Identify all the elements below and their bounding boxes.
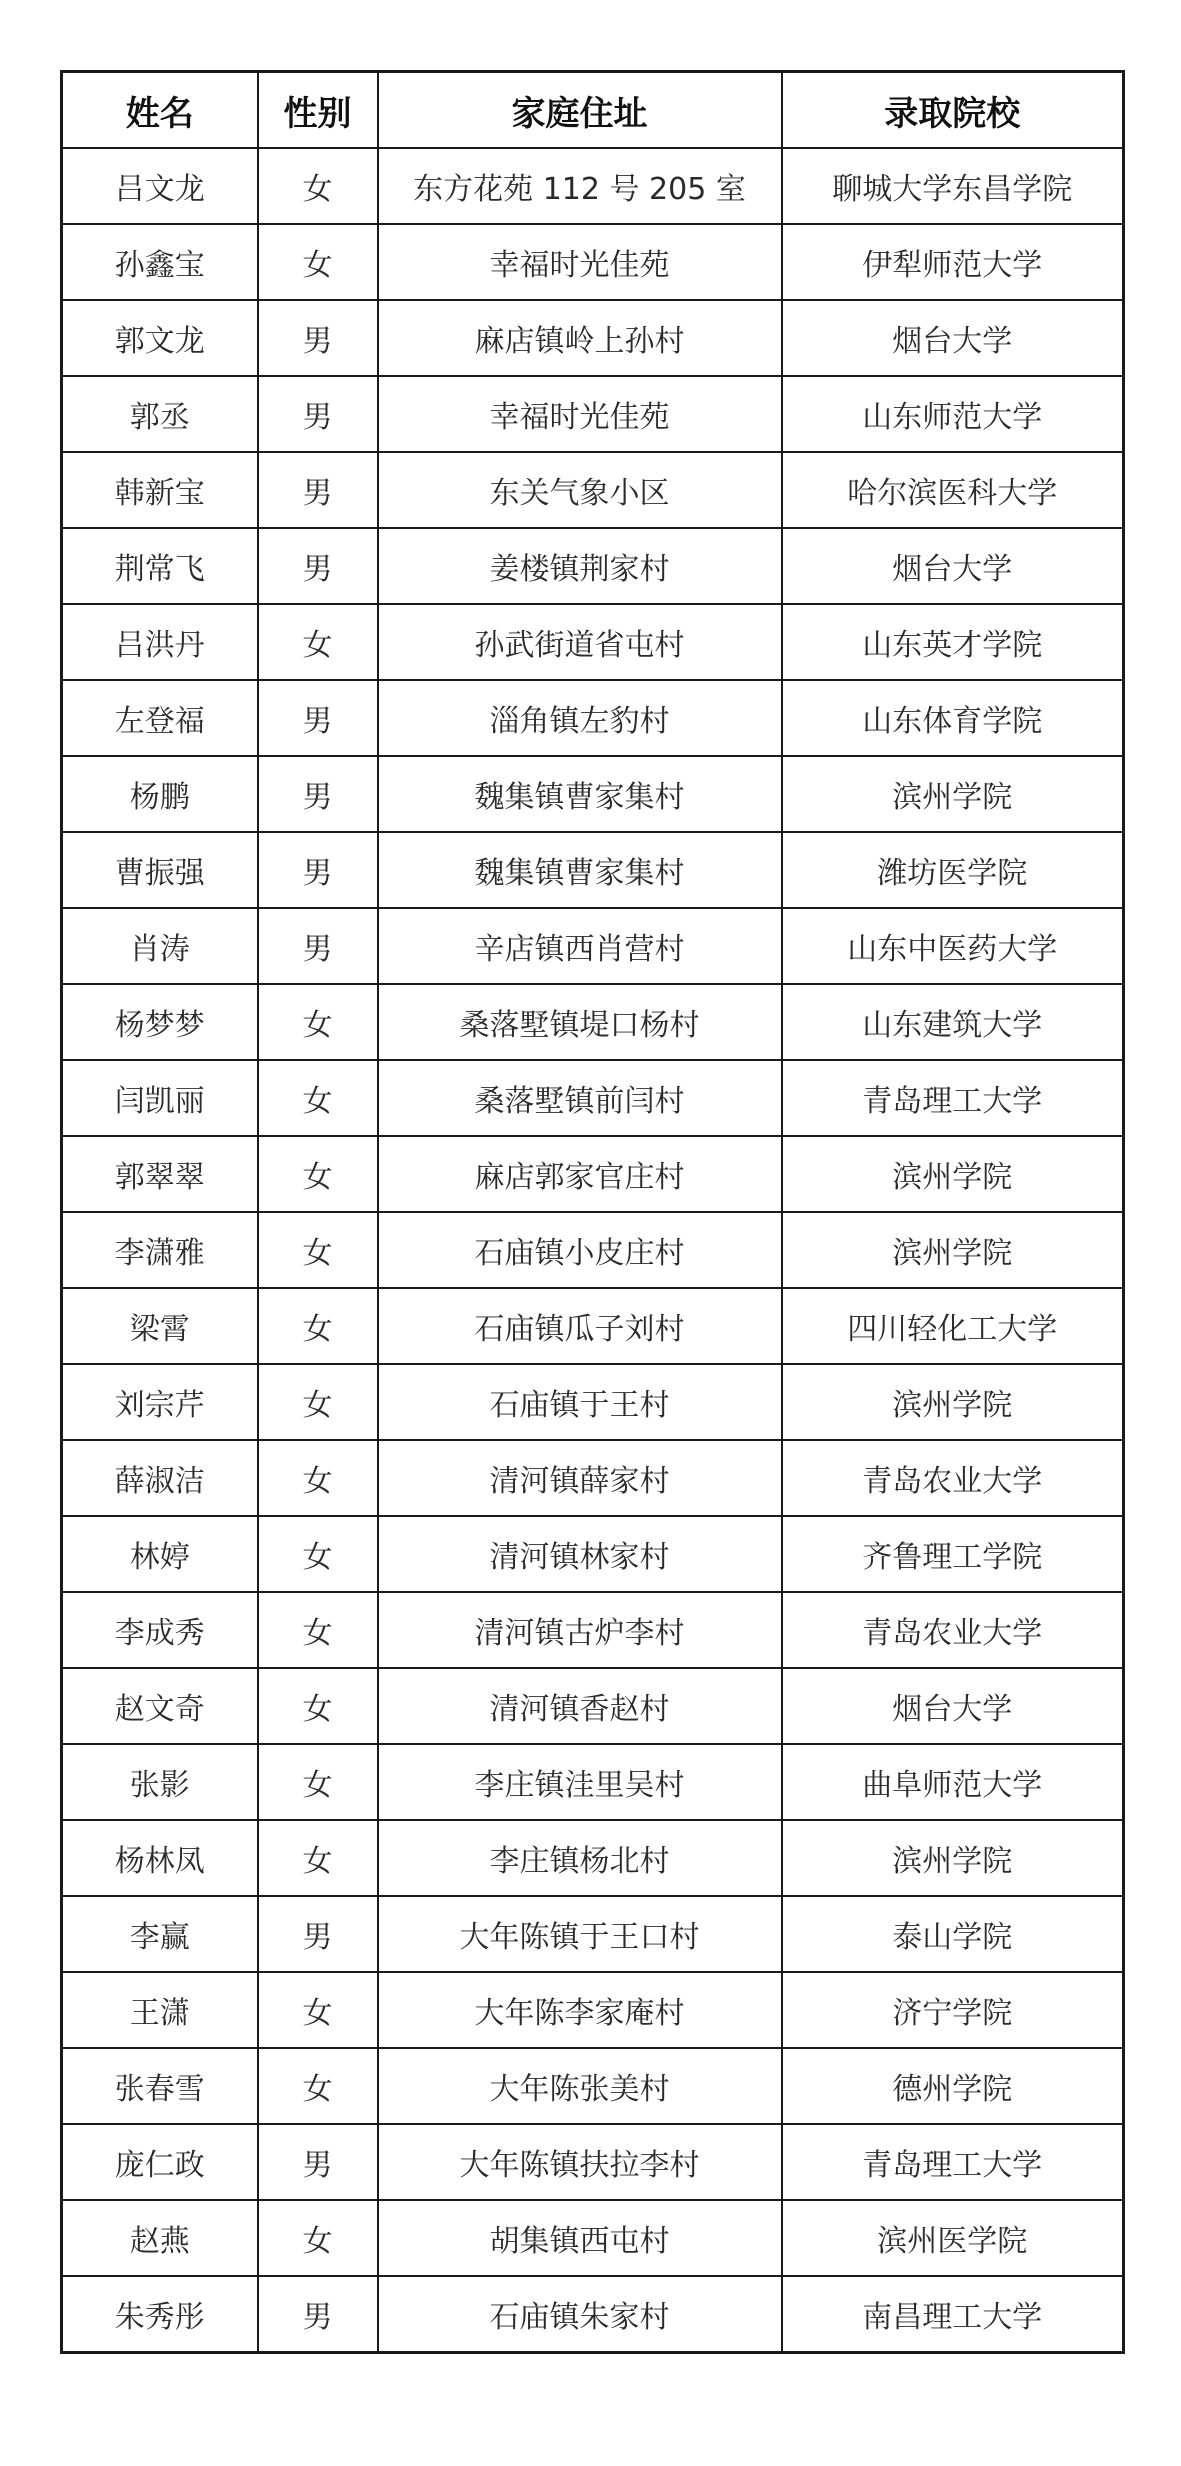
cell-name: 李潇雅 (62, 1212, 258, 1288)
cell-gender: 男 (258, 680, 378, 756)
table-header-row (62, 72, 1124, 149)
admissions-table (60, 70, 1125, 2354)
cell-admitted-school: 青岛理工大学 (782, 1060, 1124, 1136)
cell-admitted-school: 滨州学院 (782, 1820, 1124, 1896)
cell-name: 杨鹏 (62, 756, 258, 832)
table-row (62, 1668, 1124, 1744)
table-row (62, 1744, 1124, 1820)
cell-admitted-school: 烟台大学 (782, 1668, 1124, 1744)
cell-name: 刘宗芹 (62, 1364, 258, 1440)
table-row (62, 376, 1124, 452)
table-row (62, 1896, 1124, 1972)
cell-gender: 女 (258, 148, 378, 224)
cell-admitted-school: 聊城大学东昌学院 (782, 148, 1124, 224)
table-row (62, 148, 1124, 224)
cell-home-address: 魏集镇曹家集村 (378, 832, 782, 908)
table-row (62, 452, 1124, 528)
cell-gender: 女 (258, 1668, 378, 1744)
cell-name: 郭文龙 (62, 300, 258, 376)
cell-gender: 女 (258, 1744, 378, 1820)
cell-home-address: 孙武街道省屯村 (378, 604, 782, 680)
cell-admitted-school: 青岛农业大学 (782, 1440, 1124, 1516)
cell-name: 王潇 (62, 1972, 258, 2048)
table-row (62, 1820, 1124, 1896)
table-row (62, 1516, 1124, 1592)
cell-home-address: 清河镇林家村 (378, 1516, 782, 1592)
table-row (62, 2124, 1124, 2200)
cell-admitted-school: 德州学院 (782, 2048, 1124, 2124)
cell-admitted-school: 滨州学院 (782, 1136, 1124, 1212)
cell-name: 赵文奇 (62, 1668, 258, 1744)
cell-home-address: 大年陈李家庵村 (378, 1972, 782, 2048)
cell-gender: 男 (258, 2124, 378, 2200)
table-row (62, 300, 1124, 376)
cell-admitted-school: 伊犁师范大学 (782, 224, 1124, 300)
cell-gender: 女 (258, 1060, 378, 1136)
cell-name: 赵燕 (62, 2200, 258, 2276)
admissions-table-container (60, 70, 1122, 2354)
cell-admitted-school: 山东建筑大学 (782, 984, 1124, 1060)
cell-home-address: 清河镇香赵村 (378, 1668, 782, 1744)
cell-home-address: 石庙镇小皮庄村 (378, 1212, 782, 1288)
cell-admitted-school: 滨州学院 (782, 1364, 1124, 1440)
cell-gender: 女 (258, 1820, 378, 1896)
cell-home-address: 辛店镇西肖营村 (378, 908, 782, 984)
table-row (62, 2276, 1124, 2353)
cell-name: 韩新宝 (62, 452, 258, 528)
cell-gender: 女 (258, 2200, 378, 2276)
cell-name: 庞仁政 (62, 2124, 258, 2200)
cell-gender: 女 (258, 1516, 378, 1592)
cell-name: 吕文龙 (62, 148, 258, 224)
cell-name: 郭翠翠 (62, 1136, 258, 1212)
cell-admitted-school: 曲阜师范大学 (782, 1744, 1124, 1820)
cell-name: 梁霄 (62, 1288, 258, 1364)
cell-home-address: 石庙镇于王村 (378, 1364, 782, 1440)
cell-home-address: 清河镇古炉李村 (378, 1592, 782, 1668)
cell-home-address: 大年陈镇扶拉李村 (378, 2124, 782, 2200)
cell-gender: 男 (258, 908, 378, 984)
cell-home-address: 淄角镇左豹村 (378, 680, 782, 756)
cell-gender: 男 (258, 528, 378, 604)
header-home-address: 家庭住址 (378, 72, 782, 149)
cell-name: 左登福 (62, 680, 258, 756)
cell-admitted-school: 滨州医学院 (782, 2200, 1124, 2276)
table-row (62, 224, 1124, 300)
cell-gender: 女 (258, 1440, 378, 1516)
cell-home-address: 桑落墅镇堤口杨村 (378, 984, 782, 1060)
cell-admitted-school: 潍坊医学院 (782, 832, 1124, 908)
cell-home-address: 幸福时光佳苑 (378, 224, 782, 300)
table-row (62, 1364, 1124, 1440)
table-row (62, 1972, 1124, 2048)
cell-name: 荆常飞 (62, 528, 258, 604)
cell-admitted-school: 泰山学院 (782, 1896, 1124, 1972)
cell-name: 朱秀彤 (62, 2276, 258, 2353)
header-name: 姓名 (62, 72, 258, 149)
cell-gender: 女 (258, 1972, 378, 2048)
table-row (62, 2048, 1124, 2124)
cell-admitted-school: 滨州学院 (782, 756, 1124, 832)
cell-name: 李成秀 (62, 1592, 258, 1668)
cell-name: 林婷 (62, 1516, 258, 1592)
cell-name: 杨林凤 (62, 1820, 258, 1896)
cell-name: 李赢 (62, 1896, 258, 1972)
cell-home-address: 桑落墅镇前闫村 (378, 1060, 782, 1136)
header-admitted-school: 录取院校 (782, 72, 1124, 149)
cell-name: 曹振强 (62, 832, 258, 908)
cell-gender: 女 (258, 1364, 378, 1440)
cell-gender: 女 (258, 2048, 378, 2124)
cell-name: 孙鑫宝 (62, 224, 258, 300)
cell-home-address: 幸福时光佳苑 (378, 376, 782, 452)
cell-admitted-school: 山东体育学院 (782, 680, 1124, 756)
cell-gender: 男 (258, 2276, 378, 2353)
cell-admitted-school: 哈尔滨医科大学 (782, 452, 1124, 528)
cell-home-address: 清河镇薛家村 (378, 1440, 782, 1516)
cell-admitted-school: 南昌理工大学 (782, 2276, 1124, 2353)
table-row (62, 604, 1124, 680)
table-row (62, 1288, 1124, 1364)
cell-gender: 男 (258, 300, 378, 376)
cell-name: 肖涛 (62, 908, 258, 984)
table-row (62, 1440, 1124, 1516)
cell-home-address: 姜楼镇荆家村 (378, 528, 782, 604)
cell-name: 闫凯丽 (62, 1060, 258, 1136)
cell-admitted-school: 滨州学院 (782, 1212, 1124, 1288)
cell-home-address: 麻店镇岭上孙村 (378, 300, 782, 376)
cell-gender: 女 (258, 224, 378, 300)
cell-gender: 女 (258, 1136, 378, 1212)
table-row (62, 528, 1124, 604)
cell-name: 薛淑洁 (62, 1440, 258, 1516)
cell-name: 张影 (62, 1744, 258, 1820)
cell-admitted-school: 烟台大学 (782, 300, 1124, 376)
cell-admitted-school: 烟台大学 (782, 528, 1124, 604)
table-row (62, 2200, 1124, 2276)
cell-gender: 女 (258, 984, 378, 1060)
cell-gender: 男 (258, 376, 378, 452)
cell-gender: 男 (258, 452, 378, 528)
table-row (62, 1212, 1124, 1288)
table-body (62, 148, 1124, 2353)
cell-gender: 男 (258, 756, 378, 832)
cell-admitted-school: 济宁学院 (782, 1972, 1124, 2048)
cell-gender: 男 (258, 1896, 378, 1972)
cell-home-address: 大年陈张美村 (378, 2048, 782, 2124)
cell-home-address: 麻店郭家官庄村 (378, 1136, 782, 1212)
cell-gender: 女 (258, 1288, 378, 1364)
cell-name: 杨梦梦 (62, 984, 258, 1060)
cell-home-address: 石庙镇朱家村 (378, 2276, 782, 2353)
table-row (62, 984, 1124, 1060)
cell-admitted-school: 四川轻化工大学 (782, 1288, 1124, 1364)
cell-admitted-school: 山东中医药大学 (782, 908, 1124, 984)
cell-home-address: 李庄镇杨北村 (378, 1820, 782, 1896)
cell-home-address: 东方花苑 112 号 205 室 (378, 148, 782, 224)
cell-admitted-school: 青岛理工大学 (782, 2124, 1124, 2200)
cell-name: 张春雪 (62, 2048, 258, 2124)
cell-home-address: 大年陈镇于王口村 (378, 1896, 782, 1972)
cell-gender: 男 (258, 832, 378, 908)
cell-admitted-school: 青岛农业大学 (782, 1592, 1124, 1668)
table-row (62, 832, 1124, 908)
cell-name: 吕洪丹 (62, 604, 258, 680)
cell-home-address: 胡集镇西屯村 (378, 2200, 782, 2276)
table-row (62, 680, 1124, 756)
cell-gender: 女 (258, 604, 378, 680)
table-row (62, 756, 1124, 832)
cell-home-address: 魏集镇曹家集村 (378, 756, 782, 832)
table-row (62, 1592, 1124, 1668)
table-row (62, 1060, 1124, 1136)
cell-home-address: 东关气象小区 (378, 452, 782, 528)
table-row (62, 1136, 1124, 1212)
header-gender: 性别 (258, 72, 378, 149)
table-row (62, 908, 1124, 984)
cell-admitted-school: 山东师范大学 (782, 376, 1124, 452)
cell-gender: 女 (258, 1212, 378, 1288)
cell-admitted-school: 齐鲁理工学院 (782, 1516, 1124, 1592)
cell-gender: 女 (258, 1592, 378, 1668)
cell-home-address: 李庄镇洼里吴村 (378, 1744, 782, 1820)
cell-name: 郭丞 (62, 376, 258, 452)
cell-home-address: 石庙镇瓜子刘村 (378, 1288, 782, 1364)
cell-admitted-school: 山东英才学院 (782, 604, 1124, 680)
